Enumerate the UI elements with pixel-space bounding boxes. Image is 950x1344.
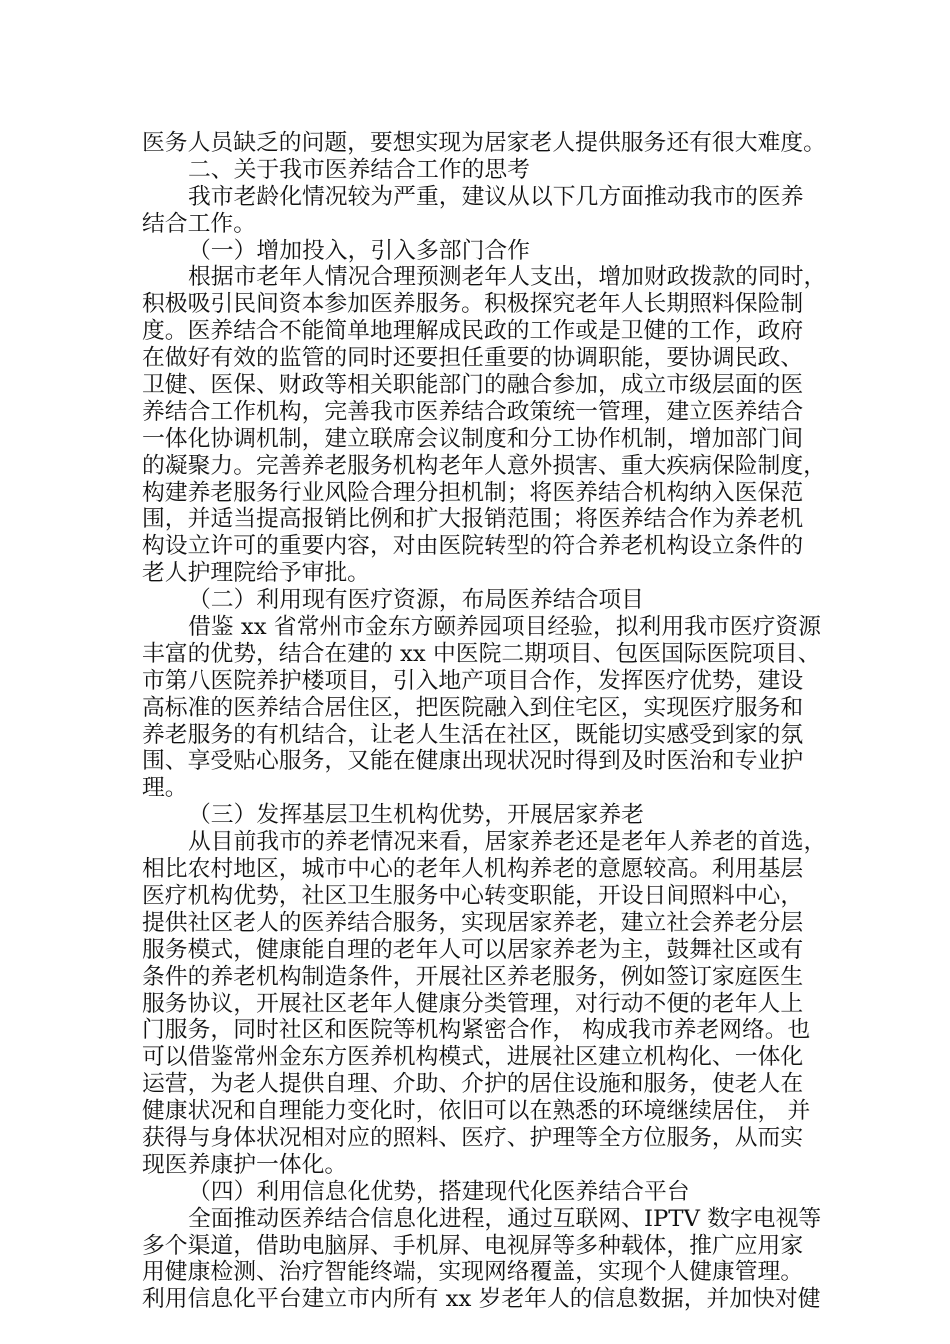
text-line: 在做好有效的监管的同时还要担任重要的协调职能，要协调民政、 [142,345,804,372]
text-line: （二）利用现有医疗资源，布局医养结合项目 [188,587,644,614]
text-line: 全面推动医养结合信息化进程，通过互联网、IPTV 数字电视等 [188,1205,822,1232]
text-line: 养结合工作机构，完善我市医养结合政策统一管理，建立医养结合 [142,398,804,425]
text-line: 我市老龄化情况较为严重，建议从以下几方面推动我市的医养 [188,183,804,210]
text-line: 高标准的医养结合居住区，把医院融入到住宅区，实现医疗服务和 [142,694,804,721]
text-line: 理。 [142,775,188,802]
text-line: 从目前我市的养老情况来看，居家养老还是老年人养老的首选， [188,829,827,856]
text-line: 健康状况和自理能力变化时，依旧可以在熟悉的环境继续居住， 并 [142,1098,811,1125]
text-line: 市第八医院养护楼项目，引入地产项目合作，发挥医疗优势，建设 [142,667,804,694]
text-line: 围，并适当提高报销比例和扩大报销范围；将医养结合作为养老机 [142,506,804,533]
text-line: 的凝聚力。完善养老服务机构老年人意外损害、重大疾病保险制度， [142,452,826,479]
text-line: 医务人员缺乏的问题，要想实现为居家老人提供服务还有很大难度。 [142,130,826,156]
text-line: 服务协议，开展社区老年人健康分类管理，对行动不便的老年人上 [142,990,804,1017]
text-line: 服务模式，健康能自理的老年人可以居家养老为主，鼓舞社区或有 [142,936,804,963]
text-line: 一体化协调机制，建立联席会议制度和分工协作机制，增加部门间 [142,425,804,452]
text-line: 提供社区老人的医养结合服务，实现居家养老，建立社会养老分层 [142,909,804,936]
text-line: 条件的养老机构制造条件，开展社区养老服务，例如签订家庭医生 [142,963,804,990]
text-line: 根据市老年人情况合理预测老年人支出，增加财政拨款的同时， [188,264,827,291]
text-line: 门服务，同时社区和医院等机构紧密合作， 构成我市养老网络。也 [142,1017,811,1044]
text-line: 相比农村地区，城市中心的老年人机构养老的意愿较高。利用基层 [142,856,804,883]
text-line: 现医养康护一体化。 [142,1151,348,1178]
text-line: 多个渠道，借助电脑屏、手机屏、电视屏等多种载体，推广应用家 [142,1232,804,1259]
text-line: 卫健、医保、财政等相关职能部门的融合参加，成立市级层面的医 [142,372,804,399]
text-line: 二、关于我市医养结合工作的思考 [188,156,530,183]
text-line: 积极吸引民间资本参加医养服务。积极探究老年人长期照料保险制 [142,291,804,318]
text-line: 医疗机构优势，社区卫生服务中心转变职能，开设日间照料中心， [142,882,804,909]
text-line: 养老服务的有机结合，让老人生活在社区，既能切实感受到家的氛 [142,721,804,748]
text-line: 利用信息化平台建立市内所有 xx 岁老年人的信息数据，并加快对健 [142,1286,821,1313]
text-line: 围、享受贴心服务，又能在健康出现状况时得到及时医治和专业护 [142,748,804,775]
text-line: 用健康检测、治疗智能终端，实现网络覆盖，实现个人健康管理。 [142,1259,804,1286]
text-line: 构设立许可的重要内容，对由医院转型的符合养老机构设立条件的 [142,533,804,560]
text-line: 丰富的优势，结合在建的 xx 中医院二期项目、包医国际医院项目、 [142,640,821,667]
document-body [142,130,827,1313]
text-line: 老人护理院给予审批。 [142,560,370,587]
text-line: （一）增加投入，引入多部门合作 [188,237,530,264]
text-line: 借鉴 xx 省常州市金东方颐养园项目经验，拟利用我市医疗资源 [188,614,821,641]
text-line: 结合工作。 [142,210,256,237]
text-line: 运营，为老人提供自理、介助、介护的居住设施和服务，使老人在 [142,1071,804,1098]
text-line: （四）利用信息化优势，搭建现代化医养结合平台 [188,1178,690,1205]
text-line: 可以借鉴常州金东方医养机构模式，进展社区建立机构化、一体化 [142,1044,804,1071]
text-line: 构建养老服务行业风险合理分担机制；将医养结合机构纳入医保范 [142,479,804,506]
text-line: 度。医养结合不能简单地理解成民政的工作或是卫健的工作，政府 [142,318,804,345]
text-line: （三）发挥基层卫生机构优势，开展居家养老 [188,802,644,829]
text-line: 获得与身体状况相对应的照料、医疗、护理等全方位服务，从而实 [142,1124,804,1151]
